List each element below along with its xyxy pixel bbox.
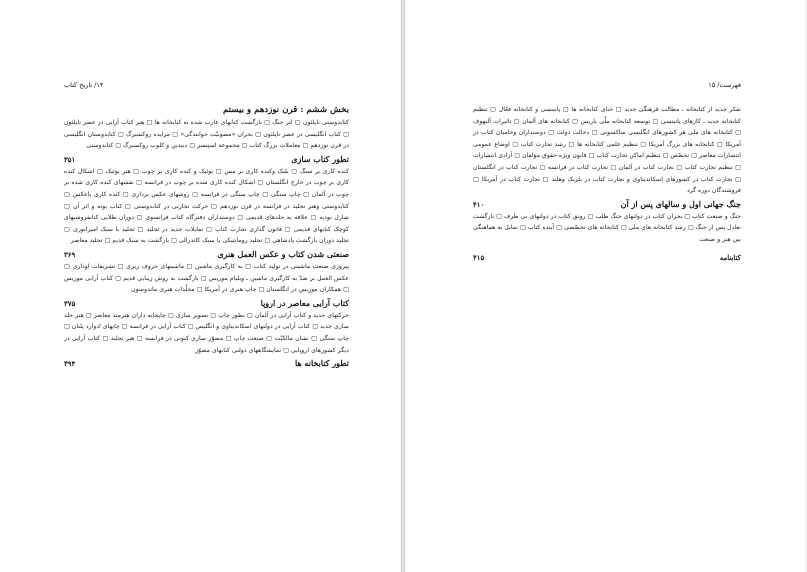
section-contemporary-heading [64,296,349,310]
bibliography-title: کتابنامه [719,252,741,262]
section-paragraph: حرکتهای جدید و کتاب آرایی در آلمان ▢ تطور چاپ ▢ تصویر سازی ▢ چاپخانه داران هنرمند معاصر ▢ هنر جلد سازی جدید ▢ کتاب آرایی در دولتهای اسکاندیناوی و انگلیس ▢ کتاب آرایی در فرانسه ▢ چاپهای ادوارد پلتان ▢ چاپ سنگی ▢ نشان مالکیّت ▢ صنعت چاپ ▢ مصوّر سازی کنونی در فرانسه ▢ هنر تجلید ▢ کتاب آرایی در دیگر کشورهای اروپایی ▢ نمایشگاههای دولتی کتابهای مصوّر [64,311,349,354]
section-title: تطور کتابخانه ها [294,358,349,369]
page-number: ۳۵۱ [64,154,76,164]
part-six-title: بخش ششم : قرن نوزدهم و بیستم [223,105,349,115]
libraries-paragraph: تفکر جدید از کتابخانه ـ مطالب فرهنگی جدید ▢ خنای کتابخانه ها ▢ پانیتسی و کتابخانه فعّال ▢ تنظیم کتابخانه جدید ـ کارهای پانیتسی ▢ توسعه کتابخانه ملّی پاریس ▢ کتابخانه های آلمان ▢ تاثیرات آلتهوف ▢ کتابخانه های ملی هر کشورهای انگلیسی ساکسونی ▢ دخالت دولت ▢ دوستداران وحامیان کتاب در آمریکا ▢ کتابخانه های بزرگ آمریکا ▢ تنظیم علمی کتابخانه ها ▢ رشد تجارت کتاب ▢ اوضاع عمومی انتشارات معاصر ▢ تخصّص ▢ تنظیم اماکن تجارت کتاب ▢ قانون ویژه حقوق مؤلفان ▢ آزادی انتشارات ▢ تنظیم تجارت کتاب ▢ تجارت کتاب در آلمان ▢ تجارت کتاب در فرانسه ▢ تجارت کتاب در انگلستان ▢ تجارت کتاب در کشورهای اسکاندیناوی و تجارت کتاب در بلژیک وهلند ▢ تجارت کتاب در آمریکا ▢ فروشندگان دوره گرد [473,106,741,195]
section-book-making-heading [64,152,349,166]
page-number: ۴۱۵ [473,252,485,262]
section-paragraph: جنگ و صنعت کتاب ▢ بحران کتاب در دولتهای جنگ طلب ▢ رونق کتاب در دولتهای بی طرف ▢ بازگشت تعادل پس از جنگ ▢ رشد کتابخانه های ملی ▢ کتابخانه های تخصّصی ▢ آینده کتاب ▢ تمایل به هماهنگی بین هنر و صنعت [473,212,741,243]
bibliography-heading [473,246,741,264]
section-title: جنگ جهانی اول و سالهای پس از آن [620,198,741,209]
section-world-war-heading [473,197,741,211]
left-page [0,0,402,572]
section-industrialization-heading [64,247,349,261]
right-page-header: فهرست/ ۱۵ [708,81,741,89]
page-number: ۳۷۵ [64,298,76,308]
section-libraries-heading [64,356,349,370]
section-paragraph: پیروزی صنعت ماشینی در تولید کتاب ▢ به کارگیری ماشین ▢ ماشینهای حروف ریزی ▢ تشریفات اوداری ▢ عکس العمل بر ضدّ به کارگیری ماشین ـ ویلیام موریس ▢ بازگشت به روش زیبایی قدیم ▢ کتاب آرایی موریس ▢ همکاران موریس در انگلستان ▢ چاپ هنری در آمریکا ▢ مجلّدات هنری ماندوسون [64,262,349,294]
right-page-content [473,80,741,263]
right-page [404,0,806,572]
section-title: تطور کتاب سازی [291,153,349,164]
page-number: ۴۱۰ [473,199,485,209]
section-paragraph: کنده کاری بر سنگ ▢ بلیک وکنده کاری بر مس ▢ بوئیک و کنده کاری بر چوب ▢ هنر بوئیک ▢ اشکال کنده کاری بر چوب در خارج انگلستان ▢ اشکال کنده کاری شده بر چوب در فرانسه ▢ نقشهای کنده کاری شده بر چوب در آلمان ▢ چاپ سنگی ▢ چاپ سنگی در فرانسه ▢ روشهای عکس برداری ▢ کنده کاری باعکس ▢ کتابدوستی وهنر تجلید در فرانسه در قرن نوزدهم ▢ حرکت تجارتی در کتابدوستی ▢ کتاب بونه و اثر آن ▢ شارل نودیه ▢ علاقه به جلدهای قدیمی ▢ دوستداران دفترگاه کتاب فرانسوی ▢ دوران طلایی کتابفروشیهای کوچک کتابهای قدیمی ▢ قانون گذاری تجارت کتاب ▢ تمایلات جدید در تجلید ▢ تجلید با سبک امپراتوری ▢ تجلید دوران بازگشت پادشاهی ▢ تجلید رومانتیکی یا سبک کاتدرالی ▢ بازگشت به سبک قدیم ▢ تجلید معاصر [64,167,349,245]
part-six-paragraph: کتابدوستی ناپلئون ▢ اثر جنگ ▢ بازگشت کتابهای غارت شده به کتابخانه ها ▢ هنر کتاب آرایی در عصر ناپلئون ▢ کتاب انگلیسی در عصر ناپلئون ▢ بحران «مصونیّت خوانندگی» ▢ مزایده روکسبرگ ▢ کتابدوستان انگلیسی در قرن نوزدهم ▢ معاملات بزرگ کتاب ▢ مجموعه اسپنسر ▢ دیبدین و کلوب روکسبرگ ▢ کتابدوستی [64,119,349,150]
section-title: کتاب آرایی معاصر در اروپا [260,297,349,308]
section-title: صنعتی شدن کتاب و عکس العمل هنری [217,248,349,259]
page-number: ۳۶۹ [64,249,76,259]
left-page-content [64,80,349,370]
page-number: ۳۹۴ [64,359,76,369]
left-page-header: ۱۴/ تاریخ کتاب [64,81,104,89]
